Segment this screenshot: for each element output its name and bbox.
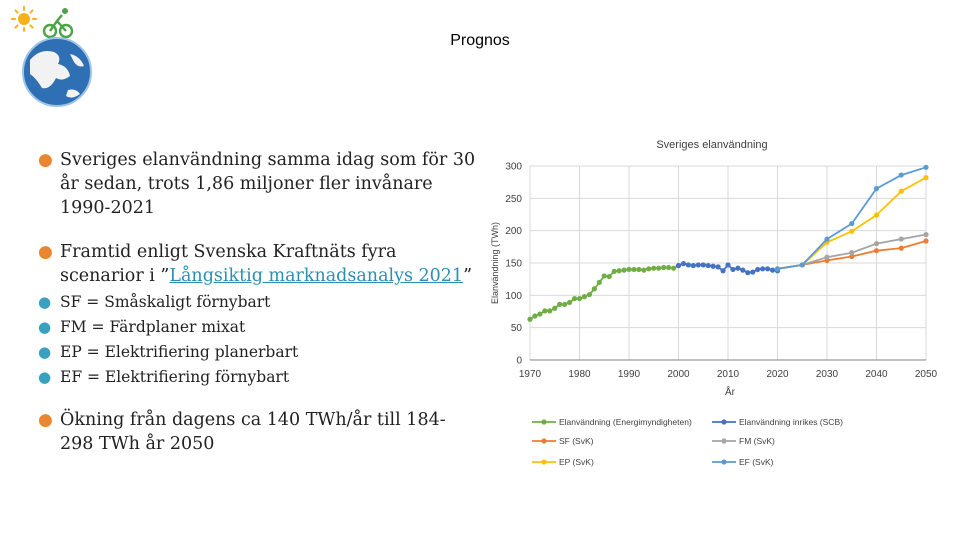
y-tick-label: 50 <box>510 323 522 335</box>
data-point <box>849 229 854 234</box>
data-point <box>567 300 572 305</box>
logo <box>10 4 96 108</box>
data-point <box>701 262 706 267</box>
bullet-increase <box>38 408 478 456</box>
data-point <box>775 266 780 271</box>
sub-bullet-dot-icon: ● <box>38 343 52 361</box>
slide-title: Prognos <box>450 32 510 49</box>
data-point <box>617 268 622 273</box>
legend-swatch-marker <box>541 459 546 464</box>
data-point <box>899 236 904 241</box>
data-point <box>582 294 587 299</box>
data-point <box>651 266 656 271</box>
data-point <box>899 246 904 251</box>
data-point <box>800 262 805 267</box>
data-point <box>923 232 928 237</box>
electricity-chart <box>482 128 952 473</box>
data-point <box>824 236 829 241</box>
x-tick-label: 2010 <box>716 369 740 380</box>
data-point <box>711 264 716 269</box>
y-tick-label: 150 <box>505 258 522 270</box>
data-point <box>760 266 765 271</box>
data-point <box>626 267 631 272</box>
data-point <box>537 311 542 316</box>
legend-swatch-marker <box>541 419 546 424</box>
sub-bullet-dot-icon: ● <box>38 293 52 311</box>
x-tick-label: 2030 <box>815 369 839 380</box>
data-point <box>527 317 532 322</box>
y-tick-label: 300 <box>505 161 522 173</box>
data-point <box>572 296 577 301</box>
data-point <box>923 238 928 243</box>
report-link[interactable]: Långsiktig marknadsanalys 2021 <box>169 266 464 286</box>
data-point <box>874 186 879 191</box>
data-point <box>641 268 646 273</box>
scenario-list <box>38 290 478 390</box>
legend-label: EF (SvK) <box>739 457 774 467</box>
data-point <box>602 273 607 278</box>
bullet-text-end: ” <box>463 266 473 286</box>
data-point <box>874 213 879 218</box>
data-point <box>577 296 582 301</box>
bullet-text: Ökning från dagens ca 140 TWh/år till 184-298 TWh år 2050 <box>60 410 446 454</box>
data-point <box>607 274 612 279</box>
data-point <box>696 262 701 267</box>
bullet-scenarios <box>38 240 478 288</box>
bullet-list <box>38 148 478 476</box>
data-point <box>691 263 696 268</box>
data-point <box>745 270 750 275</box>
bullet-text: Framtid enligt Svenska Kraftnäts fyra scenarior i ” <box>60 242 397 286</box>
data-point <box>666 265 671 270</box>
data-point <box>725 262 730 267</box>
legend-item <box>712 417 843 427</box>
sun-icon <box>12 7 36 31</box>
legend-label: Elanvändning (Energimyndigheten) <box>559 417 692 427</box>
data-point <box>587 292 592 297</box>
bullet-dot-icon: ● <box>38 150 53 170</box>
data-point <box>676 263 681 268</box>
data-point <box>730 267 735 272</box>
data-point <box>755 267 760 272</box>
legend-label: SF (SvK) <box>559 436 594 446</box>
data-point <box>656 266 661 271</box>
scenario-text: EP = Elektrifiering planerbart <box>60 343 299 361</box>
scenario-text: FM = Färdplaner mixat <box>60 318 246 336</box>
data-point <box>720 268 725 273</box>
data-point <box>661 265 666 270</box>
scenario-item <box>38 290 478 315</box>
legend-item <box>712 436 775 446</box>
data-point <box>557 302 562 307</box>
data-point <box>735 266 740 271</box>
legend-item <box>712 457 774 467</box>
bullet-consumption <box>38 148 478 220</box>
data-point <box>849 250 854 255</box>
data-point <box>770 268 775 273</box>
data-point <box>597 280 602 285</box>
data-point <box>646 266 651 271</box>
data-point <box>636 267 641 272</box>
legend-item <box>532 436 594 446</box>
data-point <box>740 268 745 273</box>
bullet-dot-icon: ● <box>38 242 53 262</box>
data-point <box>765 266 770 271</box>
legend-label: Elanvändning inrikes (SCB) <box>739 417 843 427</box>
x-tick-label: 2000 <box>667 369 690 380</box>
data-point <box>923 165 928 170</box>
series-elanv-ndning-energimyndigheten- <box>527 263 681 322</box>
bullet-dot-icon: ● <box>38 410 53 430</box>
legend-label: FM (SvK) <box>739 436 775 446</box>
data-point <box>547 308 552 313</box>
x-tick-label: 1990 <box>617 369 641 380</box>
y-tick-label: 250 <box>505 193 522 205</box>
data-point <box>542 308 547 313</box>
y-tick-label: 100 <box>505 290 522 302</box>
data-point <box>706 263 711 268</box>
legend-swatch-marker <box>721 419 726 424</box>
data-point <box>681 261 686 266</box>
x-tick-label: 2020 <box>766 369 789 380</box>
data-point <box>923 175 928 180</box>
legend <box>532 417 843 467</box>
x-tick-label: 1970 <box>518 369 542 380</box>
y-tick-label: 200 <box>505 226 522 238</box>
x-tick-label: 1980 <box>568 369 591 380</box>
x-tick-label: 2050 <box>914 369 938 380</box>
data-point <box>899 172 904 177</box>
data-point <box>899 189 904 194</box>
data-point <box>874 241 879 246</box>
data-point <box>562 302 567 307</box>
data-point <box>874 248 879 253</box>
legend-swatch-marker <box>721 438 726 443</box>
data-point <box>532 313 537 318</box>
legend-swatch-marker <box>721 459 726 464</box>
scenario-text: EF = Elektrifiering förnybart <box>60 368 290 386</box>
legend-swatch-marker <box>541 438 546 443</box>
scenario-item <box>38 315 478 340</box>
legend-label: EP (SvK) <box>559 457 594 467</box>
data-point <box>686 262 691 267</box>
sub-bullet-dot-icon: ● <box>38 318 52 336</box>
data-point <box>824 255 829 260</box>
data-point <box>592 286 597 291</box>
scenario-text: SF = Småskaligt förnybart <box>60 293 271 311</box>
y-axis-label: Elanvändning (TWh) <box>490 221 500 305</box>
chart-title: Sveriges elanvändning <box>656 139 768 151</box>
data-point <box>671 266 676 271</box>
legend-item <box>532 417 692 427</box>
y-tick-label: 0 <box>516 355 522 367</box>
data-point <box>750 269 755 274</box>
bullet-text: Sveriges elanvändning samma idag som för 30 år sedan, trots 1,86 miljoner fler invånare 1990-2021 <box>60 150 476 218</box>
x-axis-label: År <box>725 387 735 398</box>
scenario-item <box>38 365 478 390</box>
data-point <box>552 306 557 311</box>
data-point <box>612 269 617 274</box>
legend-item <box>532 457 594 467</box>
data-point <box>849 221 854 226</box>
data-point <box>631 267 636 272</box>
x-tick-label: 2040 <box>865 369 888 380</box>
data-point <box>621 268 626 273</box>
scenario-item <box>38 340 478 365</box>
sub-bullet-dot-icon: ● <box>38 368 52 386</box>
data-point <box>716 264 721 269</box>
